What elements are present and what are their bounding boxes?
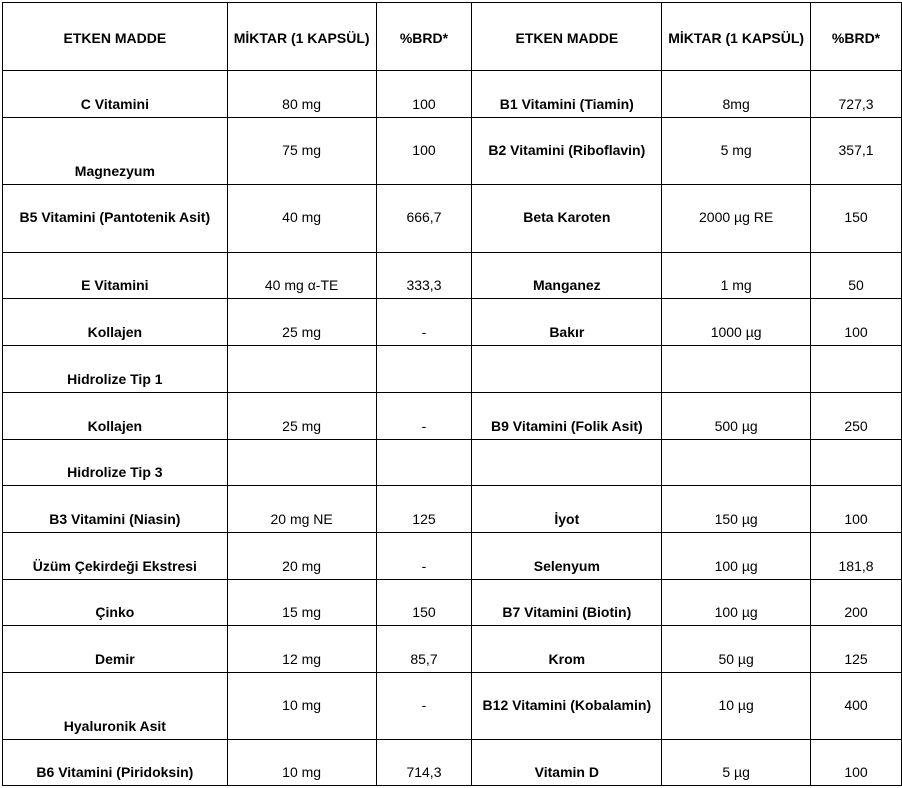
header-amount-right: MİKTAR (1 KAPSÜL) bbox=[662, 3, 811, 71]
table-row bbox=[3, 626, 902, 673]
rdi-right-cell: 200 bbox=[811, 580, 902, 626]
amount-left-cell: 20 mg bbox=[227, 533, 376, 580]
amount-right-cell: 1 mg bbox=[662, 253, 811, 299]
amount-right-cell bbox=[662, 440, 811, 486]
ingredient-left-cell: Hyaluronik Asit bbox=[3, 673, 228, 740]
amount-left-cell: 10 mg bbox=[227, 740, 376, 786]
amount-right-cell: 50 µg bbox=[662, 626, 811, 673]
amount-right-cell bbox=[662, 346, 811, 393]
rdi-left-cell: 714,3 bbox=[376, 740, 472, 786]
table-row bbox=[3, 71, 902, 118]
amount-right-cell: 150 µg bbox=[662, 486, 811, 533]
ingredient-right-cell bbox=[472, 346, 662, 393]
table-row bbox=[3, 580, 902, 626]
amount-left-cell: 75 mg bbox=[227, 118, 376, 185]
amount-left-cell: 80 mg bbox=[227, 71, 376, 118]
ingredient-right-cell: B9 Vitamini (Folik Asit) bbox=[472, 393, 662, 440]
amount-right-cell: 100 µg bbox=[662, 580, 811, 626]
table-row bbox=[3, 299, 902, 346]
ingredient-left-cell: Kollajen bbox=[3, 393, 228, 440]
ingredient-left-cell: E Vitamini bbox=[3, 253, 228, 299]
ingredient-right-cell: B1 Vitamini (Tiamin) bbox=[472, 71, 662, 118]
table-row bbox=[3, 440, 902, 486]
amount-right-cell: 500 µg bbox=[662, 393, 811, 440]
amount-right-cell: 100 µg bbox=[662, 533, 811, 580]
amount-right-cell: 2000 µg RE bbox=[662, 185, 811, 253]
rdi-right-cell: 125 bbox=[811, 626, 902, 673]
rdi-right-cell: 100 bbox=[811, 740, 902, 786]
rdi-right-cell: 727,3 bbox=[811, 71, 902, 118]
rdi-right-cell: 150 bbox=[811, 185, 902, 253]
amount-left-cell bbox=[227, 440, 376, 486]
amount-left-cell: 40 mg bbox=[227, 185, 376, 253]
ingredient-right-cell: Bakır bbox=[472, 299, 662, 346]
header-amount-left: MİKTAR (1 KAPSÜL) bbox=[227, 3, 376, 71]
amount-left-cell: 25 mg bbox=[227, 299, 376, 346]
rdi-right-cell: 100 bbox=[811, 486, 902, 533]
ingredient-left-cell: Magnezyum bbox=[3, 118, 228, 185]
ingredient-left-cell: Üzüm Çekirdeği Ekstresi bbox=[3, 533, 228, 580]
header-ingredient-right: ETKEN MADDE bbox=[472, 3, 662, 71]
ingredient-right-cell: B12 Vitamini (Kobalamin) bbox=[472, 673, 662, 740]
rdi-right-cell: 100 bbox=[811, 299, 902, 346]
amount-left-cell: 40 mg α-TE bbox=[227, 253, 376, 299]
rdi-right-cell: 250 bbox=[811, 393, 902, 440]
amount-left-cell: 12 mg bbox=[227, 626, 376, 673]
ingredient-left-cell: Kollajen bbox=[3, 299, 228, 346]
rdi-left-cell: - bbox=[376, 299, 472, 346]
rdi-left-cell bbox=[376, 346, 472, 393]
amount-right-cell: 10 µg bbox=[662, 673, 811, 740]
amount-left-cell: 15 mg bbox=[227, 580, 376, 626]
amount-right-cell: 5 µg bbox=[662, 740, 811, 786]
table-row bbox=[3, 253, 902, 299]
table-row bbox=[3, 740, 902, 786]
ingredient-right-cell: Beta Karoten bbox=[472, 185, 662, 253]
rdi-left-cell bbox=[376, 440, 472, 486]
ingredient-right-cell bbox=[472, 440, 662, 486]
amount-left-cell: 25 mg bbox=[227, 393, 376, 440]
rdi-left-cell: - bbox=[376, 393, 472, 440]
table-row bbox=[3, 185, 902, 253]
rdi-left-cell: - bbox=[376, 673, 472, 740]
ingredient-left-cell: Çinko bbox=[3, 580, 228, 626]
header-rdi-right: %BRD* bbox=[811, 3, 902, 71]
ingredient-left-cell: C Vitamini bbox=[3, 71, 228, 118]
rdi-right-cell bbox=[811, 346, 902, 393]
table-row bbox=[3, 533, 902, 580]
table-row bbox=[3, 673, 902, 740]
ingredient-right-cell: Vitamin D bbox=[472, 740, 662, 786]
ingredient-right-cell: Manganez bbox=[472, 253, 662, 299]
ingredient-left-cell: Hidrolize Tip 1 bbox=[3, 346, 228, 393]
header-rdi-left: %BRD* bbox=[376, 3, 472, 71]
rdi-left-cell: 85,7 bbox=[376, 626, 472, 673]
rdi-right-cell bbox=[811, 440, 902, 486]
rdi-left-cell: 100 bbox=[376, 71, 472, 118]
ingredient-right-cell: B2 Vitamini (Riboflavin) bbox=[472, 118, 662, 185]
rdi-right-cell: 400 bbox=[811, 673, 902, 740]
rdi-right-cell: 181,8 bbox=[811, 533, 902, 580]
rdi-left-cell: - bbox=[376, 533, 472, 580]
amount-left-cell: 20 mg NE bbox=[227, 486, 376, 533]
header-ingredient-left: ETKEN MADDE bbox=[3, 3, 228, 71]
ingredient-right-cell: Selenyum bbox=[472, 533, 662, 580]
ingredient-right-cell: İyot bbox=[472, 486, 662, 533]
nutrition-table bbox=[2, 2, 902, 786]
rdi-left-cell: 125 bbox=[376, 486, 472, 533]
rdi-right-cell: 50 bbox=[811, 253, 902, 299]
ingredient-left-cell: B3 Vitamini (Niasin) bbox=[3, 486, 228, 533]
amount-left-cell bbox=[227, 346, 376, 393]
ingredient-right-cell: B7 Vitamini (Biotin) bbox=[472, 580, 662, 626]
rdi-right-cell: 357,1 bbox=[811, 118, 902, 185]
amount-right-cell: 5 mg bbox=[662, 118, 811, 185]
ingredient-right-cell: Krom bbox=[472, 626, 662, 673]
ingredient-left-cell: Hidrolize Tip 3 bbox=[3, 440, 228, 486]
ingredient-left-cell: B5 Vitamini (Pantotenik Asit) bbox=[3, 185, 228, 253]
rdi-left-cell: 333,3 bbox=[376, 253, 472, 299]
header-row bbox=[3, 3, 902, 71]
amount-right-cell: 8mg bbox=[662, 71, 811, 118]
amount-right-cell: 1000 µg bbox=[662, 299, 811, 346]
ingredient-left-cell: B6 Vitamini (Piridoksin) bbox=[3, 740, 228, 786]
table-row bbox=[3, 486, 902, 533]
rdi-left-cell: 150 bbox=[376, 580, 472, 626]
table-row bbox=[3, 346, 902, 393]
ingredient-left-cell: Demir bbox=[3, 626, 228, 673]
rdi-left-cell: 666,7 bbox=[376, 185, 472, 253]
amount-left-cell: 10 mg bbox=[227, 673, 376, 740]
table-row bbox=[3, 118, 902, 185]
rdi-left-cell: 100 bbox=[376, 118, 472, 185]
table-row bbox=[3, 393, 902, 440]
